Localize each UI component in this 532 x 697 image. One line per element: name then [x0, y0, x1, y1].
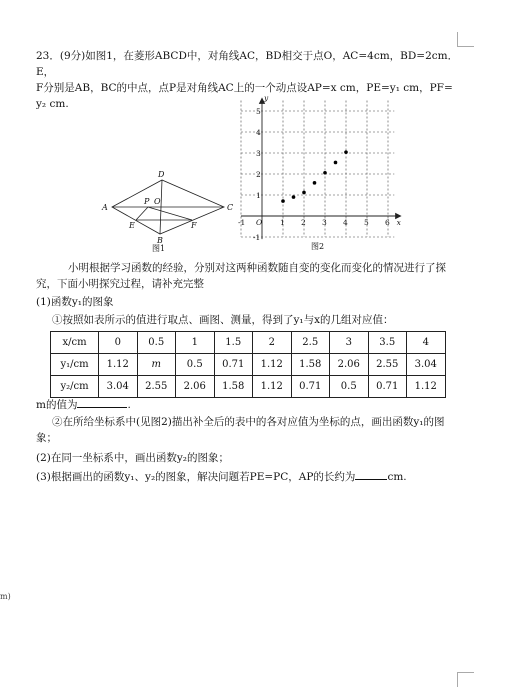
- page-corner-mark-top: [457, 32, 474, 47]
- table-row: [51, 376, 446, 398]
- y-tick-label: 3: [256, 149, 261, 158]
- m-value-line: [36, 396, 131, 413]
- table-cell: 1.5: [214, 332, 253, 354]
- label-p: P: [144, 197, 150, 206]
- table-cell: m: [137, 354, 176, 376]
- figure2-caption: 图2: [311, 242, 325, 251]
- figure2-coordinate-grid: [232, 93, 408, 244]
- x-tick-label: 6: [385, 218, 390, 227]
- step2-line-2: 象；: [36, 432, 57, 444]
- y-tick-label: 5: [256, 107, 261, 116]
- label-c: C: [227, 203, 234, 212]
- x-axis-label: x: [396, 218, 401, 227]
- table-cell: 0.71: [214, 354, 253, 376]
- margin-mark: m): [0, 592, 11, 601]
- table-cell: 0: [99, 332, 138, 354]
- part3-answer-blank[interactable]: [355, 468, 387, 480]
- table-cell: 2: [253, 332, 292, 354]
- table-cell: 2.5: [291, 332, 330, 354]
- part1-step1: ①按照如表所示的值进行取点、画图、测量，得到了y₁与x的几组对应值：: [52, 314, 394, 326]
- table-cell: 4: [407, 332, 446, 354]
- y-axis-label: y: [264, 93, 269, 103]
- table-cell: 3.5: [368, 332, 407, 354]
- table-cell: 3: [330, 332, 369, 354]
- data-point: [292, 195, 296, 199]
- table-cell: 3.04: [99, 376, 138, 398]
- step2-paragraph: [36, 414, 476, 446]
- table-cell: 1.12: [407, 376, 446, 398]
- table-row-header: x/cm: [51, 332, 99, 354]
- table-cell: 0.5: [176, 354, 215, 376]
- x-tick-label: 5: [364, 218, 369, 227]
- table-cell: 0.5: [137, 332, 176, 354]
- x-tick-label: 4: [343, 218, 348, 227]
- m-value-blank[interactable]: [77, 396, 127, 408]
- table-cell: 1.12: [99, 354, 138, 376]
- label-a: A: [102, 203, 108, 212]
- part2-text: (2)在同一坐标系中，画出函数y₂的图象；: [36, 452, 230, 464]
- table-cell: 1.12: [253, 354, 292, 376]
- label-b: B: [157, 236, 163, 245]
- x-tick-label: 2: [301, 218, 306, 227]
- table-cell: 2.55: [137, 376, 176, 398]
- x-tick-label: 1: [280, 218, 285, 227]
- table-cell: 2.06: [176, 376, 215, 398]
- table-cell: 1.58: [214, 376, 253, 398]
- y-tick-label: 2: [256, 170, 261, 179]
- table-row: [51, 332, 446, 354]
- table-cell: 1: [176, 332, 215, 354]
- table-row-header: y₁/cm: [51, 354, 99, 376]
- x-tick-label: -1: [238, 218, 246, 227]
- y-tick-label: 1: [256, 191, 261, 200]
- y-tick-label: 4: [256, 128, 261, 137]
- segment-pf: [148, 207, 192, 220]
- figure1-rhombus: [100, 168, 236, 252]
- table-cell: 1.58: [291, 354, 330, 376]
- problem-line-1: 23．(9分)如图1，在菱形ABCD中，对角线AC，BD相交于点O，AC=4cm，BD=2cm．E，: [36, 50, 459, 78]
- table-row-header: y₂/cm: [51, 376, 99, 398]
- intro-paragraph: [36, 260, 476, 292]
- label-o: O: [154, 197, 161, 206]
- m-value-end: .: [127, 399, 131, 411]
- data-point: [281, 199, 285, 203]
- problem-line-2: F分别是AB，BC的中点，点P是对角线AC上的一个动点设AP=x cm，PE=y₁ cm，PF=: [36, 82, 453, 94]
- data-point: [334, 161, 338, 165]
- step2-line-1: ②在所给坐标系中(见图2)描出补全后的表中的各对应值为坐标的点，画出函数y₁的图: [52, 416, 445, 428]
- segment-ep: [136, 207, 148, 220]
- label-d: D: [158, 170, 165, 179]
- figure1-caption: 图1: [152, 244, 166, 253]
- intro-line-2: 究，下面小明探究过程，请补充完整: [36, 278, 204, 290]
- y-tick-label: -1: [253, 233, 261, 242]
- table-cell: 3.04: [407, 354, 446, 376]
- intro-line-1: 小明根据学习函数的经验，分别对这两种函数随自变的变化而变化的情况进行了探: [68, 262, 446, 274]
- values-table: [50, 331, 446, 398]
- table-cell: 0.71: [368, 376, 407, 398]
- part3-text: (3)根据画出的函数y₁、y₂的图象，解决问题若PE=PC，AP的长约为: [36, 471, 356, 483]
- data-point: [313, 181, 317, 185]
- table-cell: 0.5: [330, 376, 369, 398]
- part1-title: (1)函数y₁的图象: [36, 296, 114, 308]
- page-corner-mark-bottom: [457, 672, 474, 687]
- x-tick-label: 3: [322, 218, 327, 227]
- table-cell: 1.12: [253, 376, 292, 398]
- label-e: E: [129, 221, 135, 230]
- part3-line: [36, 468, 407, 485]
- table-row: [51, 354, 446, 376]
- table-cell: 0.71: [291, 376, 330, 398]
- problem-line-3: y₂ cm.: [36, 98, 69, 110]
- m-value-label: m的值为: [36, 399, 78, 411]
- x-tick-label: O: [256, 218, 263, 227]
- table-cell: 2.55: [368, 354, 407, 376]
- data-point: [323, 171, 327, 175]
- table-cell: 2.06: [330, 354, 369, 376]
- label-f: F: [191, 221, 197, 230]
- part3-unit: cm.: [387, 471, 407, 483]
- data-point: [344, 150, 348, 154]
- data-point: [302, 191, 306, 195]
